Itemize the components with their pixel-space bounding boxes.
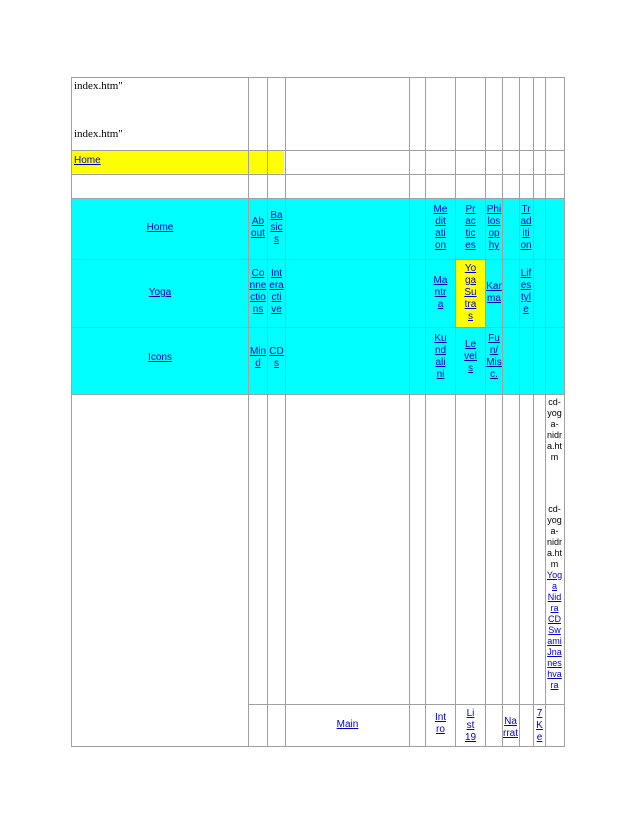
nav-icons-link[interactable]: Icons xyxy=(148,352,172,363)
nav-yoga-link[interactable]: Yoga xyxy=(148,287,172,298)
yoga-nidra-cd-link[interactable]: Yog a Nid ra CD Sw ami Jna nes hva ra xyxy=(546,570,563,690)
nav-kundalini-link[interactable]: Ku nd ali ni xyxy=(434,333,447,380)
nav-levels-link[interactable]: Le vel s xyxy=(464,339,477,374)
nav-yoga-sutras-link[interactable]: Yo ga Su tra s xyxy=(464,263,477,322)
filename-text-1: index.htm" xyxy=(74,80,123,92)
nav-meditation-link[interactable]: Me dit ati on xyxy=(433,204,448,251)
intro-link[interactable]: Int ro xyxy=(434,712,447,735)
side-filename-1: cd- yog a- nidr a.ht m xyxy=(546,397,562,462)
nav-mind-link[interactable]: Min d xyxy=(249,346,267,369)
home-bar xyxy=(72,151,284,173)
home-link[interactable]: Home xyxy=(74,155,101,166)
nav-interactive-link[interactable]: Int era cti ve xyxy=(269,268,284,315)
filename-text-2: index.htm" xyxy=(74,128,123,140)
side-filename-2: cd- yog a- nidr a.ht m xyxy=(546,504,562,569)
nav-home-link[interactable]: Home xyxy=(146,222,174,233)
nav-philosophy-link[interactable]: Phi los op hy xyxy=(486,204,502,251)
nav-karma-link[interactable]: Kar ma xyxy=(486,281,502,304)
seven-ke-link[interactable]: 7 K e xyxy=(536,708,543,743)
nav-connections-link[interactable]: Co nne ctio ns xyxy=(249,268,267,315)
nav-fun-misc-link[interactable]: Fu n/ Mis c. xyxy=(486,333,502,380)
nav-lifestyle-link[interactable]: Lif es tyl e xyxy=(520,268,532,315)
narrative-link[interactable]: Na rrat xyxy=(503,716,518,739)
nav-mantra-link[interactable]: Ma ntr a xyxy=(433,275,448,310)
main-link[interactable]: Main xyxy=(336,719,359,730)
nav-tradition-link[interactable]: Tr ad iti on xyxy=(520,204,532,251)
list-link[interactable]: Li st 19 xyxy=(464,708,477,743)
nav-cds-link[interactable]: CD s xyxy=(269,346,284,369)
nav-basics-link[interactable]: Ba sic s xyxy=(270,210,283,245)
nav-about-link[interactable]: Ab out xyxy=(251,216,265,239)
nav-practices-link[interactable]: Pr ac tic es xyxy=(465,204,476,251)
